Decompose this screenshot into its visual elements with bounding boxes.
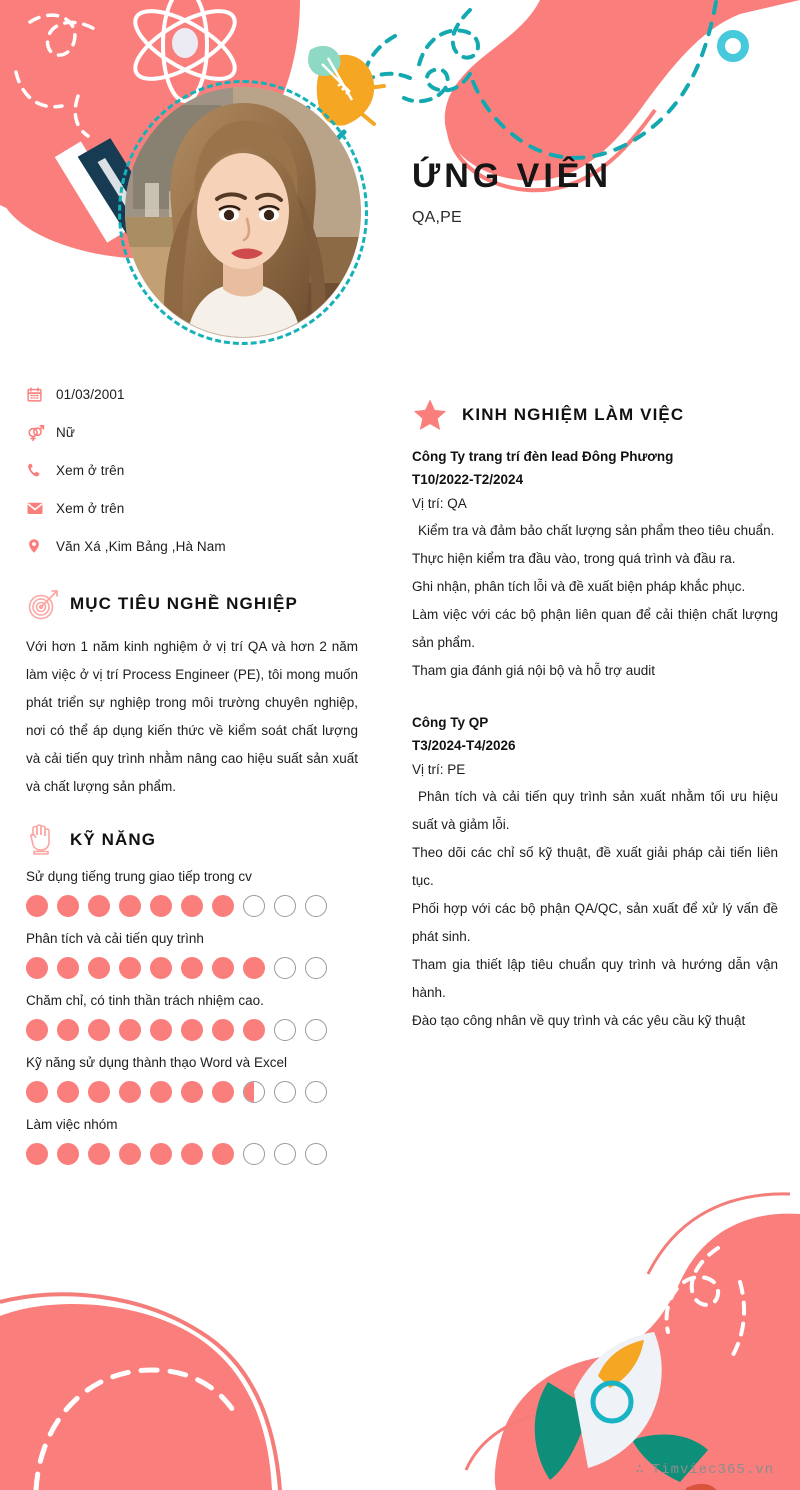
header-decor-svg [0,0,800,360]
skill-label: Sử dụng tiếng trung giao tiếp trong cv [26,869,252,884]
skill-dot [212,895,234,917]
contact-text: Xem ở trên [56,462,125,478]
skill-dot [26,895,48,917]
skill-item [26,931,358,979]
skill-dot [88,895,110,917]
skill-dot [243,1081,265,1103]
brand-name: Timviec365.vn [651,1461,774,1478]
avatar [118,80,368,345]
skill-dot [57,1019,79,1041]
skill-dot [119,1143,141,1165]
avatar-dashed-ring [118,80,368,345]
job-bullet: Thực hiện kiểm tra đầu vào, trong quá trình và đầu ra. [412,551,736,566]
skill-dot [181,957,203,979]
footer-brand [635,1461,774,1478]
skill-dot [119,957,141,979]
skill-dot [274,1081,296,1103]
skill-dot [26,957,48,979]
skill-dot [243,1019,265,1041]
skill-dot [212,1143,234,1165]
skill-rating [26,1143,358,1165]
skill-rating [26,1019,358,1041]
skill-dot [305,1019,327,1041]
job-bullet: Làm việc với các bộ phận liên quan để cải thiện chất lượng sản phẩm. [412,607,778,650]
candidate-name: ỨNG VIÊN [412,157,613,195]
skill-dot [274,895,296,917]
atom-nucleus [172,28,198,58]
skill-dot [181,1081,203,1103]
skill-dot [212,1081,234,1103]
job-position: Vị trí: PE [412,762,466,777]
skill-dot [305,895,327,917]
objective-body: Với hơn 1 năm kinh nghiệm ở vị trí QA và hơn 2 năm làm việc ở vị trí Process Engineer (PE), tôi mong muốn phát triển sự nghiệp trong môi trường chuyên nghiệp, nơi có thể áp dụng kiến thức về kiểm soát chất lượng và cải tiến quy trình nhằm nâng cao hiệu suất sản xuất và chất lượng sản phẩm. [26,639,358,794]
job-position: Vị trí: QA [412,496,467,511]
footer-decor-svg [0,1190,800,1490]
job-bullet: Ghi nhận, phân tích lỗi và đề xuất biện pháp khắc phục. [412,579,746,594]
skill-dot [57,957,79,979]
hand-icon [26,823,70,857]
name-block [412,158,612,227]
skill-dot [88,1081,110,1103]
skill-dot [150,957,172,979]
skill-dot [274,1019,296,1041]
skill-dot [88,1019,110,1041]
experience-section-title: KINH NGHIỆM LÀM VIỆC [462,405,685,424]
skill-label: Phân tích và cải tiến quy trình [26,931,204,946]
job-bullets [412,783,778,1035]
skills-list [26,869,358,1165]
job-period: T3/2024-T4/2026 [412,738,516,753]
contact-item-birthday [26,375,358,413]
skill-dot [26,1019,48,1041]
skill-item [26,1117,358,1165]
header-decoration [0,0,800,360]
experience-job [412,445,778,685]
skill-dot [88,1143,110,1165]
contact-item-gender [26,413,358,451]
skill-dot [150,895,172,917]
location-pin-icon [26,537,56,555]
skill-dot [274,957,296,979]
skill-dot [305,1143,327,1165]
skill-dot [119,1019,141,1041]
skill-dot [150,1081,172,1103]
skill-dot [26,1143,48,1165]
phone-icon [26,462,56,479]
skill-dot [57,1081,79,1103]
skill-dot [57,895,79,917]
gender-icon [26,423,56,442]
skill-dot [243,895,265,917]
contact-text: Nữ [56,424,75,440]
skill-dot [88,957,110,979]
cyan-ring-icon [721,34,745,58]
left-column [26,375,358,1165]
job-bullet: Phối hợp với các bộ phận QA/QC, sản xuất để xử lý vấn đề phát sinh. [412,901,778,944]
contact-item-address [26,527,358,565]
skill-dot [243,1143,265,1165]
contact-list [26,375,358,565]
skills-section-header [26,823,358,857]
job-bullet: Phân tích và cải tiến quy trình sản xuất nhằm tối ưu hiệu suất và giảm lỗi. [412,789,778,832]
target-icon [26,587,70,621]
skill-dot [212,1019,234,1041]
skill-dot [150,1143,172,1165]
skill-dot [243,957,265,979]
experience-list [412,445,778,1035]
job-company: Công Ty trang trí đèn lead Đông Phương [412,449,674,464]
experience-section-header [412,397,778,433]
calendar-icon [26,386,56,403]
job-bullet: Kiểm tra và đảm bảo chất lượng sản phẩm theo tiêu chuẩn. [418,523,775,538]
skill-dot [119,895,141,917]
skill-dot [274,1143,296,1165]
objective-section-header [26,587,358,621]
job-bullet: Đào tạo công nhân về quy trình và các yêu cầu kỹ thuật [412,1013,746,1028]
footer-decoration [0,1190,800,1490]
contact-text: Xem ở trên [56,500,125,516]
skill-dot [305,1081,327,1103]
job-bullet: Tham gia đánh giá nội bộ và hỗ trợ audit [412,663,656,678]
experience-job [412,711,778,1035]
skill-dot [119,1081,141,1103]
skill-dot [26,1081,48,1103]
skill-label: Kỹ năng sử dụng thành thạo Word và Excel [26,1055,287,1070]
skill-dot [57,1143,79,1165]
job-bullet: Tham gia thiết lập tiêu chuẩn quy trình và hướng dẫn vận hành. [412,957,778,1000]
skill-dot [305,957,327,979]
skill-label: Làm việc nhóm [26,1117,118,1132]
skill-dot [150,1019,172,1041]
skill-item [26,993,358,1041]
job-bullet: Theo dõi các chỉ số kỹ thuật, đề xuất giải pháp cải tiến liên tục. [412,845,778,888]
job-company: Công Ty QP [412,715,489,730]
brand-mark-icon: ∴ [635,1462,645,1478]
contact-item-email [26,489,358,527]
skills-section-title: KỸ NĂNG [70,830,157,849]
objective-section-title: MỤC TIÊU NGHỀ NGHIỆP [70,594,298,613]
skill-dot [181,1019,203,1041]
skill-rating [26,957,358,979]
skill-label: Chăm chỉ, có tinh thần trách nhiệm cao. [26,993,264,1008]
skill-dot [181,1143,203,1165]
skill-dot [212,957,234,979]
job-bullets [412,517,778,685]
skill-dot [181,895,203,917]
skill-item [26,869,358,917]
skill-rating [26,1081,358,1103]
contact-text: 01/03/2001 [56,386,125,402]
job-period: T10/2022-T2/2024 [412,472,524,487]
right-column [412,375,778,1041]
skill-rating [26,895,358,917]
email-icon [26,499,56,517]
star-icon [412,397,462,433]
contact-item-phone [26,451,358,489]
skill-item [26,1055,358,1103]
candidate-role: QA,PE [412,209,462,227]
contact-text: Văn Xá ,Kim Bảng ,Hà Nam [56,538,226,554]
